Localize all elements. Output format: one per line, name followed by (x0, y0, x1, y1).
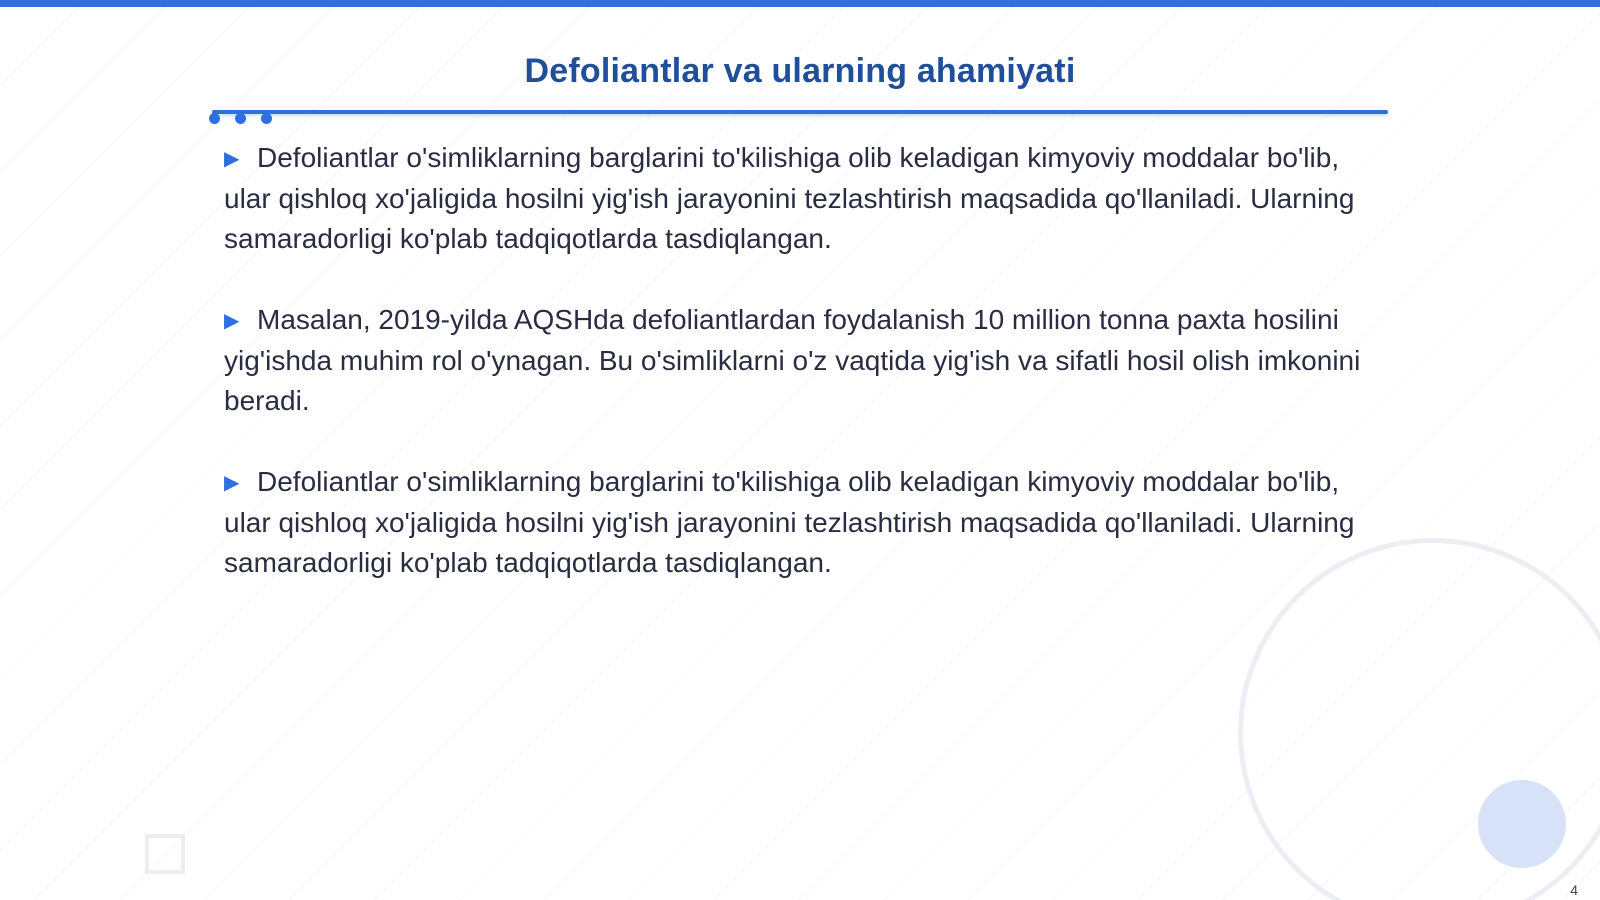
triangle-right-icon: ▶ (224, 148, 240, 170)
page-number: 4 (1570, 882, 1578, 898)
decorative-square (145, 834, 185, 874)
title-underline (212, 110, 1388, 114)
decorative-dot-icon (209, 113, 220, 124)
decorative-dot-icon (235, 113, 246, 124)
bullet-item (224, 462, 1384, 583)
top-accent-bar (0, 0, 1600, 7)
triangle-right-icon: ▶ (224, 310, 240, 332)
bullet-list (224, 138, 1384, 624)
slide-title: Defoliantlar va ularning ahamiyati (524, 52, 1076, 90)
bullet-text: Defoliantlar o'simliklarning barglarini to'kilishiga olib keladigan kimyoviy moddalar bo'lib, ular qishloq xo'jaligida hosilni yig'ish jarayonini tezlashtirish maqsadida qo'llaniladi. Ularning samaradorligi ko'plab tadqiqotlarda tasdiqlangan. (224, 142, 1355, 254)
bullet-item (224, 138, 1384, 259)
triangle-right-icon: ▶ (224, 472, 240, 494)
bullet-item (224, 300, 1384, 421)
decorative-dot-icon (261, 113, 272, 124)
bullet-text: Masalan, 2019-yilda AQSHda defoliantlardan foydalanish 10 million tonna paxta hosilini yig'ishda muhim rol o'ynagan. Bu o'simliklarni o'z vaqtida yig'ish va sifatli hosil olish imkonini beradi. (224, 304, 1361, 416)
decorative-circle (1478, 780, 1566, 868)
bullet-text: Defoliantlar o'simliklarning barglarini to'kilishiga olib keladigan kimyoviy moddalar bo'lib, ular qishloq xo'jaligida hosilni yig'ish jarayonini tezlashtirish maqsadida qo'llaniladi. Ularning samaradorligi ko'plab tadqiqotlarda tasdiqlangan. (224, 466, 1355, 578)
